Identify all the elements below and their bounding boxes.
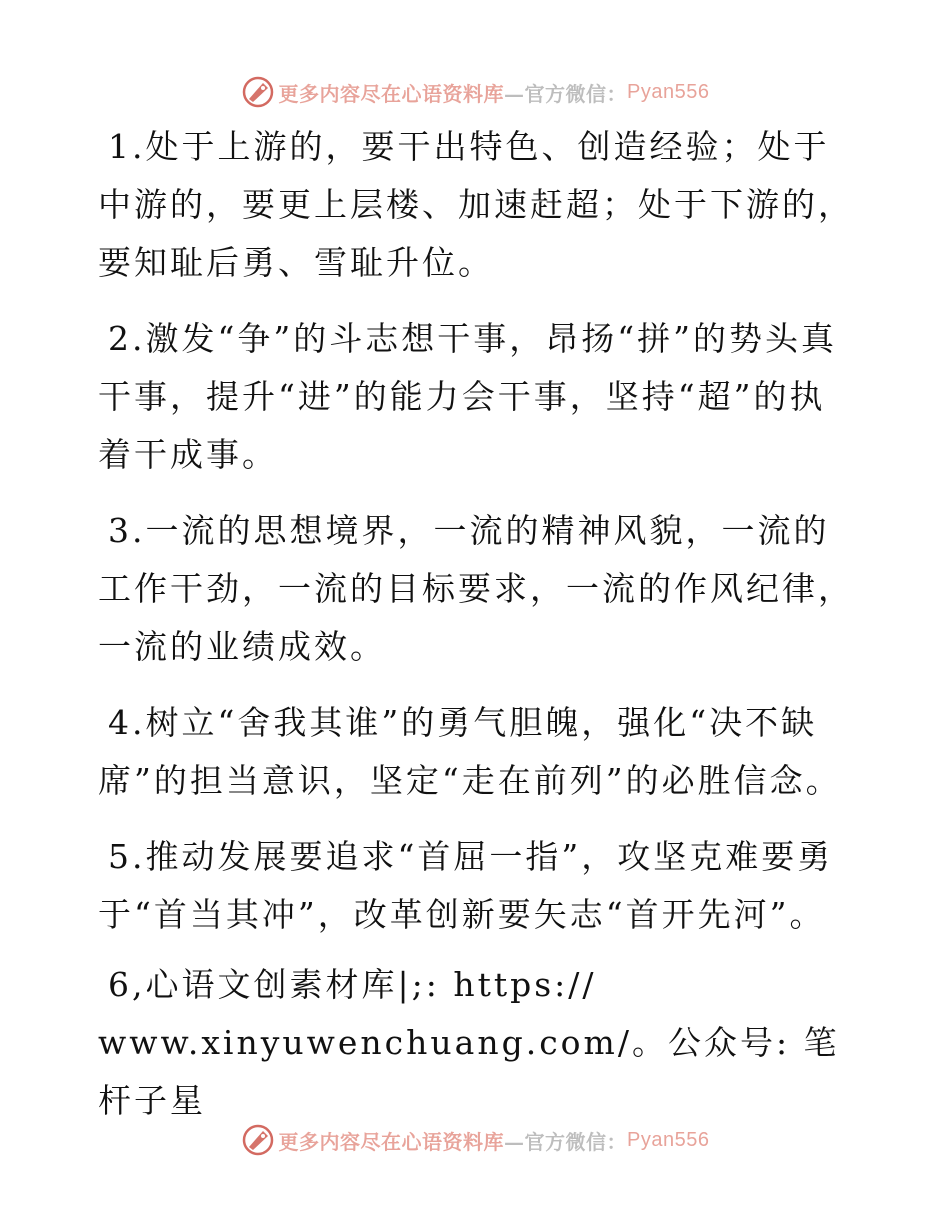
- pen-nib-logo-icon: [241, 75, 275, 109]
- paragraph-3: 3.一流的思想境界，一流的精神风貌，一流的工作干劲，一流的目标要求，一流的作风纪律，一流的业绩成效。: [98, 511, 854, 666]
- paragraph-6-line-1: 6,心语文创素材库|;: https://: [108, 965, 597, 1004]
- banner-title: 更多内容尽在心语资料库: [278, 81, 505, 106]
- paragraph-5: 5.推动发展要追求“首屈一指”，攻坚克难要勇于“首当其冲”，改革创新要矢志“首开先河”。: [98, 837, 834, 934]
- paragraph-6: [98, 956, 858, 1130]
- paragraph-4: 4.树立“舍我其谁”的勇气胆魄，强化“决不缺席”的担当意识，坚定“走在前列”的必胜信念。: [98, 703, 842, 800]
- footer-banner-title: 更多内容尽在心语资料库: [278, 1129, 505, 1154]
- paragraph-6-line-2: www.xinyuwenchuang.com/。公众号: 笔杆子星: [98, 1023, 840, 1120]
- footer-banner-wechat-id: Pyan556: [627, 1128, 710, 1151]
- paragraph-2: 2.激发“争”的斗志想干事，昂扬“拼”的势头真干事，提升“进”的能力会干事，坚持“超”的执着干成事。: [98, 319, 837, 474]
- paragraph-1: 1.处于上游的，要干出特色、创造经验；处于中游的，要更上层楼、加速赶超；处于下游的，要知耻后勇、雪耻升位。: [98, 127, 854, 282]
- banner-wechat-id: Pyan556: [627, 80, 710, 103]
- footer-banner-separator: —官方微信：: [504, 1129, 628, 1154]
- header-banner: [0, 72, 950, 112]
- pen-nib-logo-icon: [241, 1123, 275, 1157]
- banner-separator: —官方微信：: [504, 81, 628, 106]
- document-body: [98, 118, 858, 1148]
- footer-banner: [0, 1120, 950, 1160]
